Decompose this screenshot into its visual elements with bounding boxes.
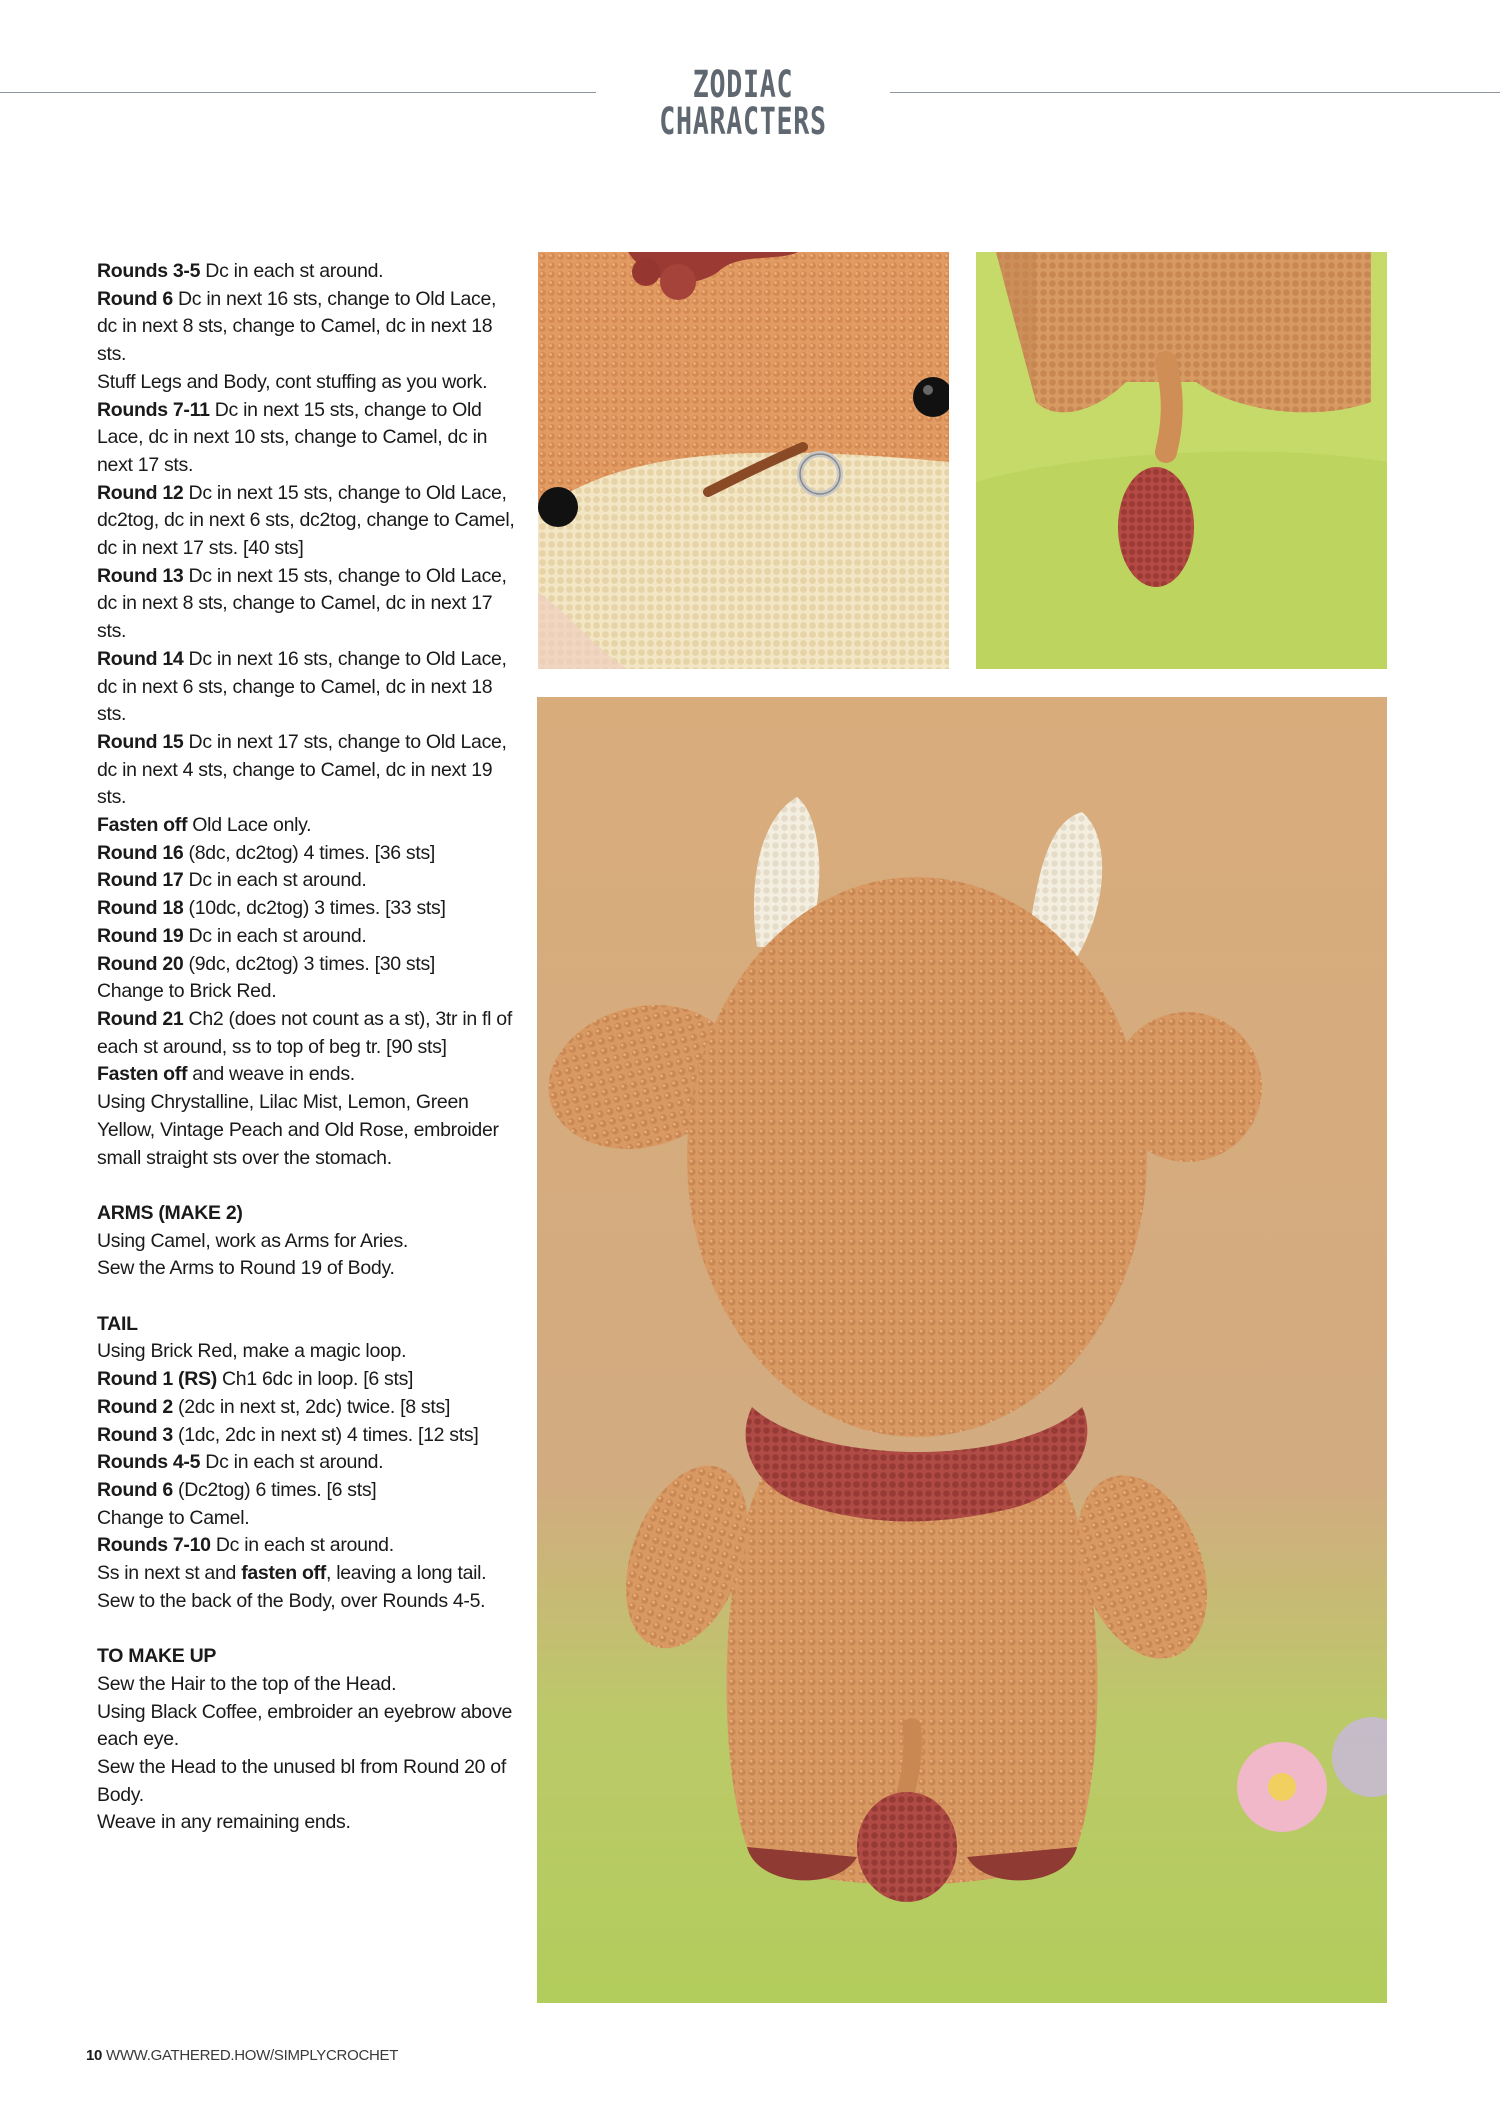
instruction: Round 1 (RS) Ch1 6dc in loop. [6 sts] — [97, 1368, 414, 1391]
instruction: Stuff Legs and Body, cont stuffing as you work. — [97, 370, 488, 393]
instruction: Using Black Coffee, embroider an eyebrow above each eye. — [97, 1700, 513, 1751]
header-rule-right — [890, 92, 1500, 93]
instruction: Rounds 4-5 Dc in each st around. — [97, 1451, 384, 1474]
instruction: Round 6 (Dc2tog) 6 times. [6 sts] — [97, 1478, 377, 1501]
instruction: Sew to the back of the Body, over Rounds 4-5. — [97, 1589, 486, 1612]
instruction: Rounds 3-5 Dc in each st around. — [97, 260, 384, 282]
instruction: Ss in next st and fasten off, leaving a long tail. — [97, 1562, 487, 1585]
photo-face-closeup — [538, 252, 949, 669]
section-title: ZODIAC CHARACTERS — [659, 63, 827, 143]
photo-ox-back-view — [537, 697, 1387, 2003]
instruction: Change to Camel. — [97, 1506, 250, 1529]
instruction: Weave in any remaining ends. — [97, 1811, 351, 1834]
instruction: Round 20 (9dc, dc2tog) 3 times. [30 sts] — [97, 952, 436, 975]
instruction: Fasten off Old Lace only. — [97, 814, 312, 837]
instruction: Sew the Arms to Round 19 of Body. — [97, 1257, 395, 1280]
instruction: Rounds 7-11 Dc in next 15 sts, change to Old Lace, dc in next 10 sts, change to Camel, dc in next 17 sts. — [97, 398, 488, 476]
instruction: Change to Brick Red. — [97, 980, 277, 1003]
instruction: Fasten off and weave in ends. — [97, 1063, 355, 1086]
instruction: Rounds 7-10 Dc in each st around. — [97, 1534, 394, 1557]
instruction: Round 3 (1dc, 2dc in next st) 4 times. [12 sts] — [97, 1423, 479, 1446]
instruction: Sew the Head to the unused bl from Round 20 of Body. — [97, 1755, 506, 1806]
instruction: Using Chrystalline, Lilac Mist, Lemon, Green Yellow, Vintage Peach and Old Rose, embroider small straight sts over the stomach. — [97, 1091, 499, 1169]
instruction: Round 21 Ch2 (does not count as a st), 3tr in fl of each st around, ss to top of beg tr. [90 sts] — [97, 1007, 512, 1058]
make-up-heading: TO MAKE UP — [97, 1645, 217, 1668]
instruction: Round 18 (10dc, dc2tog) 3 times. [33 sts] — [97, 897, 446, 920]
instruction: Round 13 Dc in next 15 sts, change to Old Lace, dc in next 8 sts, change to Camel, dc in next 17 sts. — [97, 564, 507, 643]
instruction: Sew the Hair to the top of the Head. — [97, 1672, 397, 1695]
arms-heading: ARMS (MAKE 2) — [97, 1201, 243, 1224]
instruction: Using Camel, work as Arms for Aries. — [97, 1229, 409, 1252]
instruction: Round 12 Dc in next 15 sts, change to Old Lace, dc2tog, dc in next 6 sts, dc2tog, change to Camel, dc in next 17 sts. [40 sts] — [97, 481, 515, 560]
instruction: Round 16 (8dc, dc2tog) 4 times. [36 sts] — [97, 841, 436, 864]
instruction: Round 15 Dc in next 17 sts, change to Old Lace, dc in next 4 sts, change to Camel, dc in next 19 sts. — [97, 730, 507, 809]
instruction: Round 2 (2dc in next st, 2dc) twice. [8 sts] — [97, 1395, 451, 1418]
photo-tail-closeup — [976, 252, 1387, 669]
instruction: Round 17 Dc in each st around. — [97, 869, 367, 892]
page-footer — [86, 2047, 398, 2064]
page-number: 10 — [86, 2047, 103, 2064]
instruction: Round 6 Dc in next 16 sts, change to Old Lace, dc in next 8 sts, change to Camel, dc in next 18 sts. — [97, 287, 497, 366]
instruction: Round 19 Dc in each st around. — [97, 924, 367, 947]
footer-url: WWW.GATHERED.HOW/SIMPLYCROCHET — [105, 2047, 399, 2064]
tail-heading: TAIL — [97, 1312, 138, 1335]
pattern-text-column — [97, 258, 517, 1837]
instruction: Round 14 Dc in next 16 sts, change to Old Lace, dc in next 6 sts, change to Camel, dc in next 18 sts. — [97, 647, 507, 726]
instruction: Using Brick Red, make a magic loop. — [97, 1340, 407, 1363]
header-rule-left — [0, 92, 596, 93]
